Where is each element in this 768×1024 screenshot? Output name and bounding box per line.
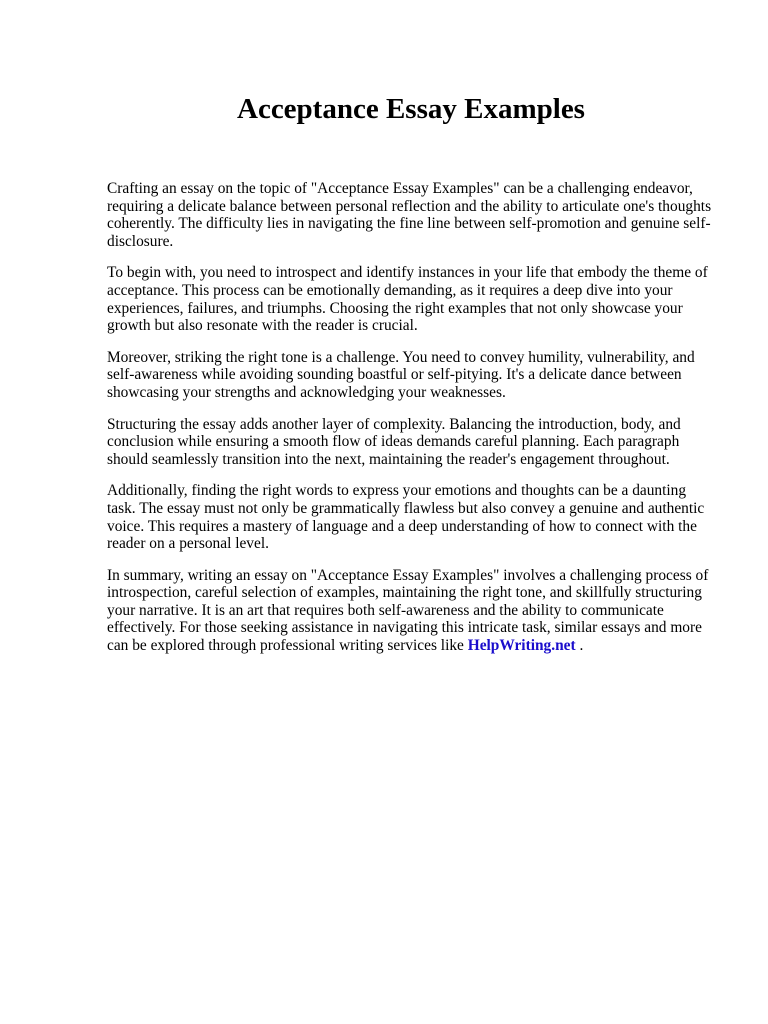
paragraph-summary: [107, 567, 717, 655]
paragraph-introspect: To begin with, you need to introspect and identify instances in your life that embody the theme of acceptance. This process can be emotionally demanding, as it requires a deep dive into your experiences, failures, and triumphs. Choosing the right examples that not only showcase your growth but also resonate with the reader is crucial.: [107, 264, 708, 335]
summary-tail: .: [575, 637, 584, 655]
paragraph-intro: Crafting an essay on the topic of "Acceptance Essay Examples" can be a challenging endeavor, requiring a delicate balance between personal reflection and the ability to articulate one's thoughts coherently. The difficulty lies in navigating the fine line between self-promotion and genuine self-disclosure.: [107, 180, 712, 250]
paragraph-words: Additionally, finding the right words to express your emotions and thoughts can be a daunting task. The essay must not only be grammatically flawless but also convey a genuine and authentic voice. This requires a mastery of language and a deep understanding of how to connect with the reader on a personal level.: [107, 482, 705, 553]
document-body: [107, 180, 717, 669]
paragraph-tone: Moreover, striking the right tone is a challenge. You need to convey humility, vulnerability, and self-awareness while avoiding sounding boastful or self-pitying. It's a delicate dance between showcasing your strengths and acknowledging your weaknesses.: [107, 348, 695, 401]
summary-text: In summary, writing an essay on "Acceptance Essay Examples" involves a challenging process of introspection, careful selection of examples, maintaining the right tone, and skillfully structuring your narrative. It is an art that requires both self-awareness and the ability to communicate effectively. For those seeking assistance in navigating this intricate task, similar essays and more can be explored through professional writing services like: [107, 566, 709, 655]
paragraph-structure: Structuring the essay adds another layer of complexity. Balancing the introduction, body, and conclusion while ensuring a smooth flow of ideas demands careful planning. Each paragraph should seamlessly transition into the next, maintaining the reader's engagement throughout.: [107, 415, 681, 468]
document-title: Acceptance Essay Examples: [237, 93, 585, 125]
helpwriting-link[interactable]: HelpWriting.net: [467, 637, 576, 655]
